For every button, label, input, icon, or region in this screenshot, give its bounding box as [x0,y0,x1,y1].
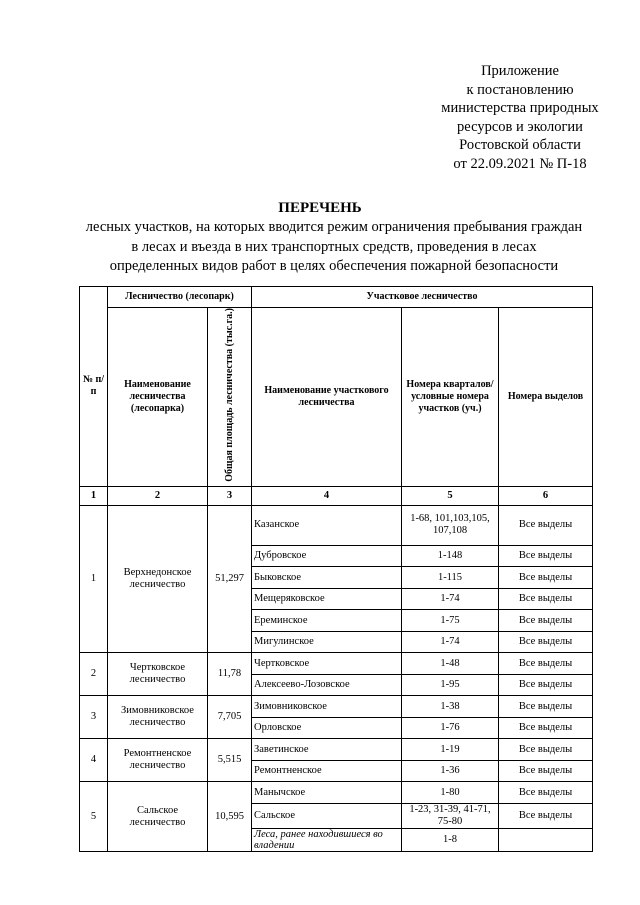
district-name: Дубровское [252,545,402,567]
district-name: Ереминское [252,610,402,632]
district-name: Зимовниковское [252,696,402,718]
quarter-numbers: 1-74 [402,588,499,610]
forestry-name: Чертковское лесничество [108,653,208,696]
quarter-numbers: 1-115 [402,567,499,589]
district-name: Алексеево-Лозовское [252,674,402,696]
header-district-name: Наименование участкового лесничества [252,308,402,487]
col-number: 3 [208,486,252,505]
col-number: 1 [80,486,108,505]
district-name: Чертковское [252,653,402,675]
forestry-name: Сальское лесничество [108,782,208,852]
subtitle-line: в лесах и въезда в них транспортных средств, проведения в лесах [131,238,537,255]
quarter-numbers: 1-76 [402,717,499,739]
header-allotments: Номера выделов [499,308,593,487]
appendix-line: Приложение [481,63,559,79]
header-group-forestry: Лесничество (лесопарк) [108,287,252,308]
appendix-line: от 22.09.2021 № П-18 [453,155,587,172]
header-area [208,308,252,487]
header-group-district: Участковое лесничество [252,287,593,308]
header-area-text: Общая площадь лесничества (тыс.га.) [223,308,235,482]
forestry-name: Ремонтненское лесничество [108,739,208,782]
quarter-numbers: 1-148 [402,545,499,567]
appendix-line: министерства природных [441,100,599,116]
quarter-numbers: 1-23, 31-39, 41-71, 75-80 [402,803,499,828]
appendix-line: Ростовской области [459,137,581,153]
district-name: Мещеряковское [252,588,402,610]
table-row [80,696,593,718]
row-number: 3 [80,696,108,739]
allotment-numbers: Все выделы [499,803,593,828]
subtitle-line: лесных участков, на которых вводится режим ограничения пребывания граждан [85,219,583,235]
forest-table [79,286,593,852]
allotment-numbers: Все выделы [499,545,593,567]
allotment-numbers: Все выделы [499,674,593,696]
forestry-area: 51,297 [208,505,252,653]
quarter-numbers: 1-19 [402,739,499,761]
table-row [80,653,593,675]
table-row [80,782,593,804]
row-number: 4 [80,739,108,782]
forestry-area: 7,705 [208,696,252,739]
allotment-numbers: Все выделы [499,610,593,632]
district-name: Леса, ранее находившиеся во владении [252,828,402,851]
allotment-numbers: Все выделы [499,567,593,589]
allotment-numbers: Все выделы [499,631,593,653]
appendix-line: к постановлению [466,81,574,98]
forestry-area: 5,515 [208,739,252,782]
allotment-numbers: Все выделы [499,696,593,718]
allotment-numbers: Все выделы [499,505,593,545]
allotment-numbers: Все выделы [499,653,593,675]
allotment-numbers: Все выделы [499,782,593,804]
quarter-numbers: 1-74 [402,631,499,653]
forestry-name: Верхнедонское лесничество [108,505,208,653]
district-name: Сальское [252,803,402,828]
quarter-numbers: 1-48 [402,653,499,675]
row-number: 2 [80,653,108,696]
forestry-area: 10,595 [208,782,252,852]
subtitle-line: определенных видов работ в целях обеспечения пожарной безопасности [109,258,559,274]
district-name: Ремонтненское [252,760,402,782]
forestry-area: 11,78 [208,653,252,696]
quarter-numbers: 1-38 [402,696,499,718]
allotment-numbers: Все выделы [499,760,593,782]
quarter-numbers: 1-75 [402,610,499,632]
document-subtitle [70,218,598,277]
allotment-numbers: Все выделы [499,739,593,761]
col-number: 5 [402,486,499,505]
appendix-line: ресурсов и экологии [457,118,583,135]
table-row [80,739,593,761]
allotment-numbers [499,828,593,851]
col-number: 4 [252,486,402,505]
allotment-numbers: Все выделы [499,717,593,739]
district-name: Манычское [252,782,402,804]
document-title: ПЕРЕЧЕНЬ [278,200,362,216]
table-row [80,505,593,545]
quarter-numbers: 1-80 [402,782,499,804]
district-name: Быковское [252,567,402,589]
row-number: 5 [80,782,108,852]
district-name: Заветинское [252,739,402,761]
col-number: 2 [108,486,208,505]
quarter-numbers: 1-95 [402,674,499,696]
appendix-block [400,62,640,173]
header-forestry-name: Наименование лесничества (лесопарка) [108,308,208,487]
allotment-numbers: Все выделы [499,588,593,610]
col-number: 6 [499,486,593,505]
quarter-numbers: 1-68, 101,103,105, 107,108 [402,505,499,545]
row-number: 1 [80,505,108,653]
quarter-numbers: 1-36 [402,760,499,782]
district-name: Казанское [252,505,402,545]
district-name: Орловское [252,717,402,739]
header-quarters: Номера кварталов/ условные номера участков (уч.) [402,308,499,487]
quarter-numbers: 1-8 [402,828,499,851]
forestry-name: Зимовниковское лесничество [108,696,208,739]
district-name: Мигулинское [252,631,402,653]
header-num: № п/п [80,287,108,487]
